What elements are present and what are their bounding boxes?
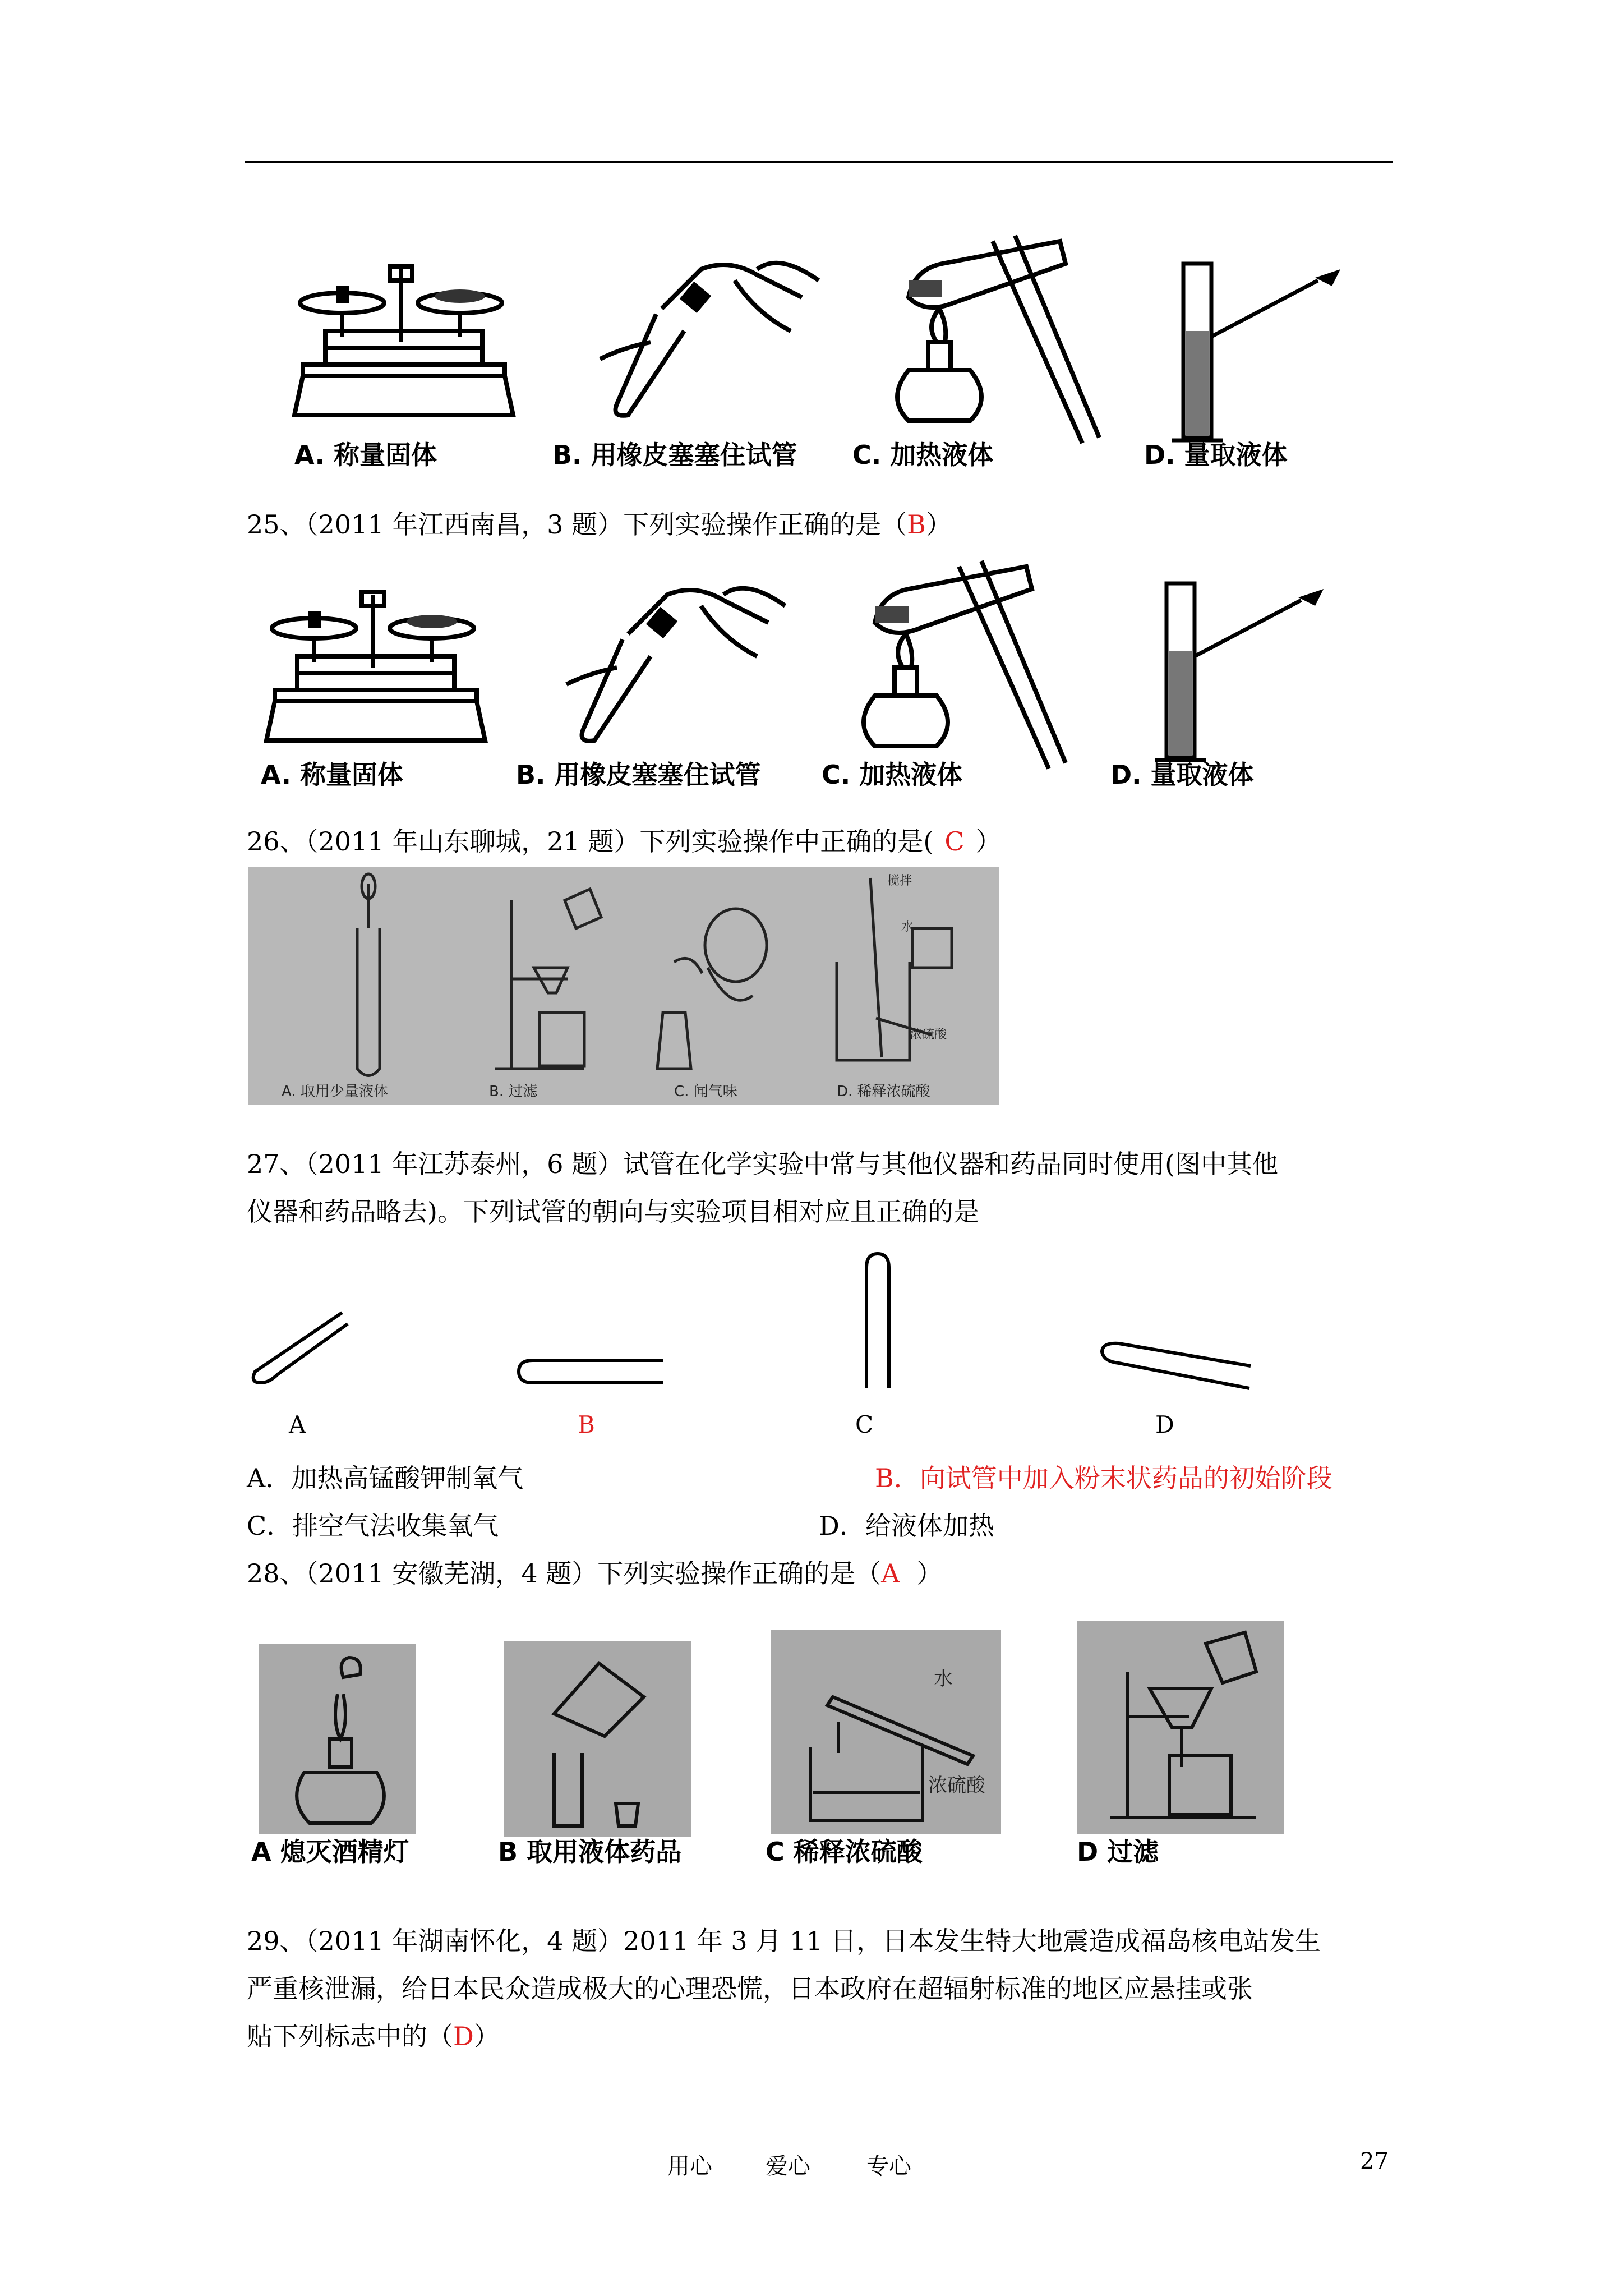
- q25-answer: B: [907, 509, 926, 540]
- page-number: 27: [1360, 2148, 1389, 2174]
- q26-photo: [248, 867, 999, 1105]
- q27-option-d: D．给液体加热: [819, 1511, 994, 1541]
- q28-photo-a: [259, 1644, 416, 1834]
- q26-caption-d: D. 稀释浓硫酸: [837, 1083, 930, 1100]
- cylinder-drawing-top: [1172, 258, 1352, 454]
- q28-caption-a: A 熄灭酒精灯: [251, 1837, 409, 1867]
- q26-label-stir: 搅拌: [887, 874, 912, 888]
- q28-photo-b: [504, 1641, 691, 1837]
- cylinder-drawing-q25: [1155, 578, 1335, 774]
- top-caption-c: C. 加热液体: [852, 440, 994, 470]
- heating-drawing-q25: [841, 555, 1054, 774]
- tube-letter-a: A: [289, 1411, 306, 1438]
- q27-option-b: B．向试管中加入粉末状药品的初始阶段: [875, 1463, 1332, 1493]
- q28-caption-b: B 取用液体药品: [498, 1837, 682, 1867]
- tube-d-tilted: [1099, 1338, 1256, 1394]
- q28-label-water: 水: [934, 1668, 953, 1690]
- heating-drawing-top: [875, 230, 1088, 449]
- tube-a-diagonal: [244, 1301, 356, 1391]
- q29-answer: D: [453, 2021, 474, 2051]
- q28-answer: A: [881, 1558, 900, 1589]
- q28-caption-d: D 过滤: [1077, 1837, 1159, 1867]
- q28-label-acid: 浓硫酸: [928, 1774, 985, 1797]
- balance-drawing-top: [292, 264, 516, 421]
- footer-motto-1: 用心: [667, 2154, 712, 2179]
- q27-line1: 27、（2011 年江苏泰州，6 题）试管在化学实验中常与其他仪器和药品同时使用(图中其他: [247, 1149, 1279, 1179]
- q27-line2: 仪器和药品略去)。下列试管的朝向与实验项目相对应且正确的是: [247, 1197, 979, 1227]
- top-caption-a: A. 称量固体: [294, 440, 437, 470]
- q28-photo-d: [1077, 1621, 1284, 1834]
- q28-caption-c: C 稀释浓硫酸: [766, 1837, 923, 1867]
- tube-b-horizontal: [516, 1355, 667, 1388]
- q26-label-acid: 浓硫酸: [910, 1028, 947, 1042]
- q26-caption-c: C. 闻气味: [674, 1083, 737, 1100]
- top-caption-d: D. 量取液体: [1144, 440, 1288, 470]
- q29-line1: 29、（2011 年湖南怀化，4 题）2011 年 3 月 11 日，日本发生特大地震造成福岛核电站发生: [247, 1926, 1321, 1956]
- q27-option-a: A．加热高锰酸钾制氧气: [247, 1463, 524, 1493]
- q25-caption-d: D. 量取液体: [1110, 760, 1254, 790]
- stopper-drawing-q25: [555, 572, 791, 752]
- tube-c-vertical: [858, 1251, 897, 1391]
- q26-stem: 26、（2011 年山东聊城，21 题）下列实验操作中正确的是( C ）: [247, 826, 1002, 857]
- tube-letter-c: C: [855, 1411, 874, 1438]
- q25-stem: 25、（2011 年江西南昌，3 题）下列实验操作正确的是（B）: [247, 509, 952, 540]
- footer-motto-2: 爱心: [766, 2154, 810, 2179]
- q26-answer: C: [944, 826, 965, 857]
- q26-caption-a: A. 取用少量液体: [282, 1083, 388, 1100]
- q25-caption-a: A. 称量固体: [261, 760, 403, 790]
- tube-letter-b: B: [578, 1411, 595, 1438]
- stopper-drawing-top: [589, 247, 824, 426]
- balance-drawing-q25: [264, 589, 488, 746]
- q26-label-water: 水: [901, 920, 914, 934]
- q29-line2: 严重核泄漏，给日本民众造成极大的心理恐慌，日本政府在超辐射标准的地区应悬挂或张: [247, 1973, 1253, 2004]
- q25-caption-b: B. 用橡皮塞塞住试管: [516, 760, 761, 790]
- top-caption-b: B. 用橡皮塞塞住试管: [552, 440, 797, 470]
- q29-line3: 贴下列标志中的（D）: [247, 2021, 500, 2051]
- header-rule: [245, 161, 1393, 163]
- tube-letter-d: D: [1155, 1411, 1174, 1438]
- q28-photo-c: [771, 1630, 1001, 1834]
- q25-caption-c: C. 加热液体: [822, 760, 963, 790]
- q26-caption-b: B. 过滤: [489, 1083, 538, 1100]
- footer-motto-3: 专心: [866, 2154, 911, 2179]
- q28-stem: 28、（2011 安徽芜湖，4 题）下列实验操作正确的是（A ）: [247, 1558, 943, 1589]
- q27-option-c: C．排空气法收集氧气: [247, 1511, 499, 1541]
